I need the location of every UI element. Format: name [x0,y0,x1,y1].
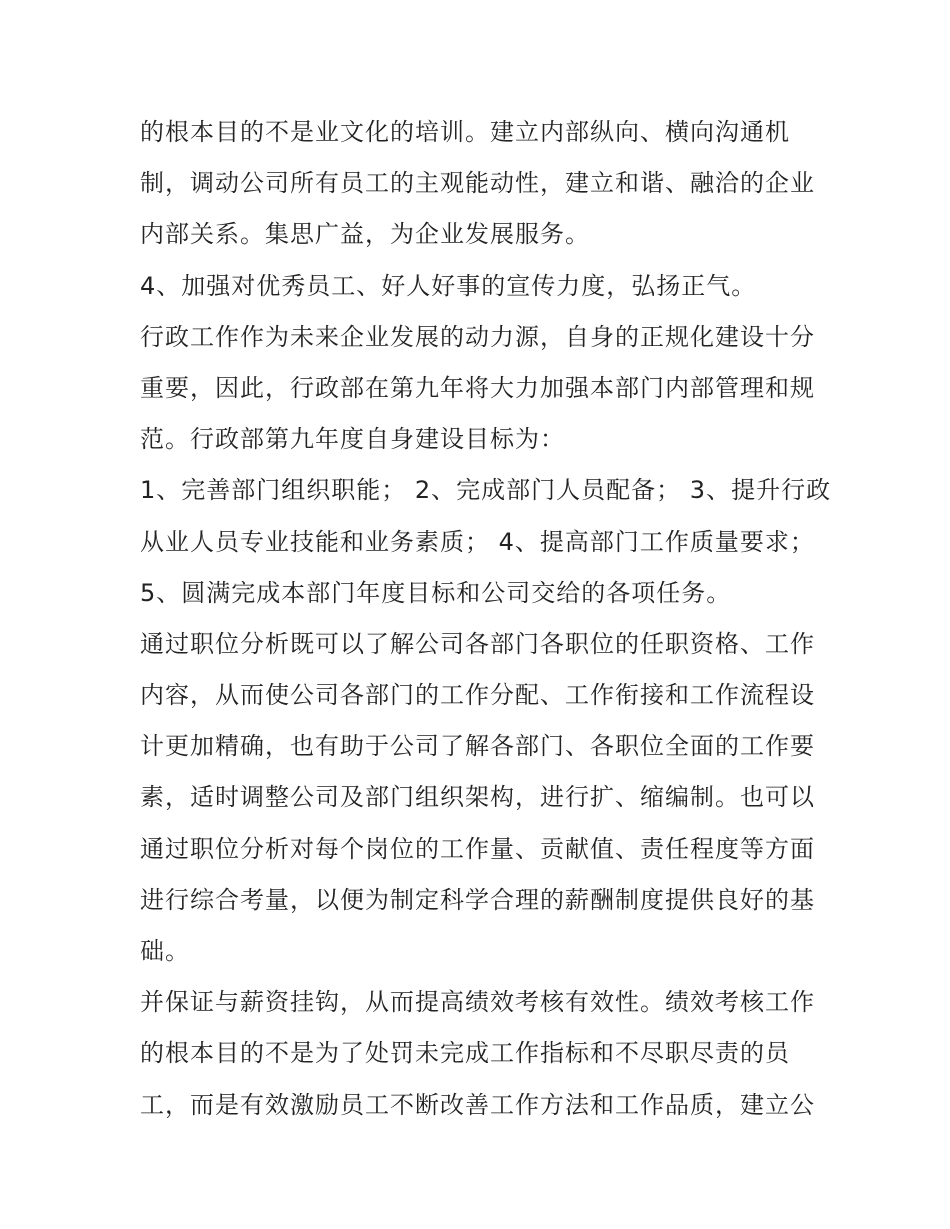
text-line: 础。 [140,937,190,965]
text-line: 素，适时调整公司及部门组织架构，进行扩、缩编制。也可以 [140,783,815,812]
text-line: 行政工作作为未来企业发展的动力源，自身的正规化建设十分 [140,322,815,351]
text-line: 1、完善部门组织职能； 2、完成部门人员配备； 3、提升行政 [140,476,832,505]
text-line: 内容，从而使公司各部门的工作分配、工作衔接和工作流程设 [140,681,815,710]
text-line: 工，而是有效激励员工不断改善工作方法和工作品质，建立公 [140,1090,815,1119]
text-line: 进行综合考量，以便为制定科学合理的薪酬制度提供良好的基 [140,885,815,914]
text-line: 从业人员专业技能和业务素质； 4、提高部门工作质量要求； [140,527,815,556]
text-line: 重要，因此，行政部在第九年将大力加强本部门内部管理和规 [140,373,815,402]
text-line: 通过职位分析既可以了解公司各部门各职位的任职资格、工作 [140,629,815,658]
text-line: 内部关系。集思广益，为企业发展服务。 [140,220,590,249]
text-line: 并保证与薪资挂钩，从而提高绩效考核有效性。绩效考核工作 [140,988,815,1017]
text-line: 通过职位分析对每个岗位的工作量、贡献值、责任程度等方面 [140,834,815,863]
text-line: 的根本目的不是业文化的培训。建立内部纵向、横向沟通机 [140,118,790,146]
text-line: 4、加强对优秀员工、好人好事的宣传力度，弘扬正气。 [140,271,757,300]
text-line: 制，调动公司所有员工的主观能动性，建立和谐、融洽的企业 [140,169,815,198]
text-line: 5、圆满完成本部门年度目标和公司交给的各项任务。 [140,578,732,607]
text-line: 的根本目的不是为了处罚未完成工作指标和不尽职尽责的员 [140,1039,790,1068]
text-line: 计更加精确，也有助于公司了解各部门、各职位全面的工作要 [140,732,815,761]
document-body [140,107,832,1131]
text-line: 范。行政部第九年度自身建设目标为： [140,425,565,454]
